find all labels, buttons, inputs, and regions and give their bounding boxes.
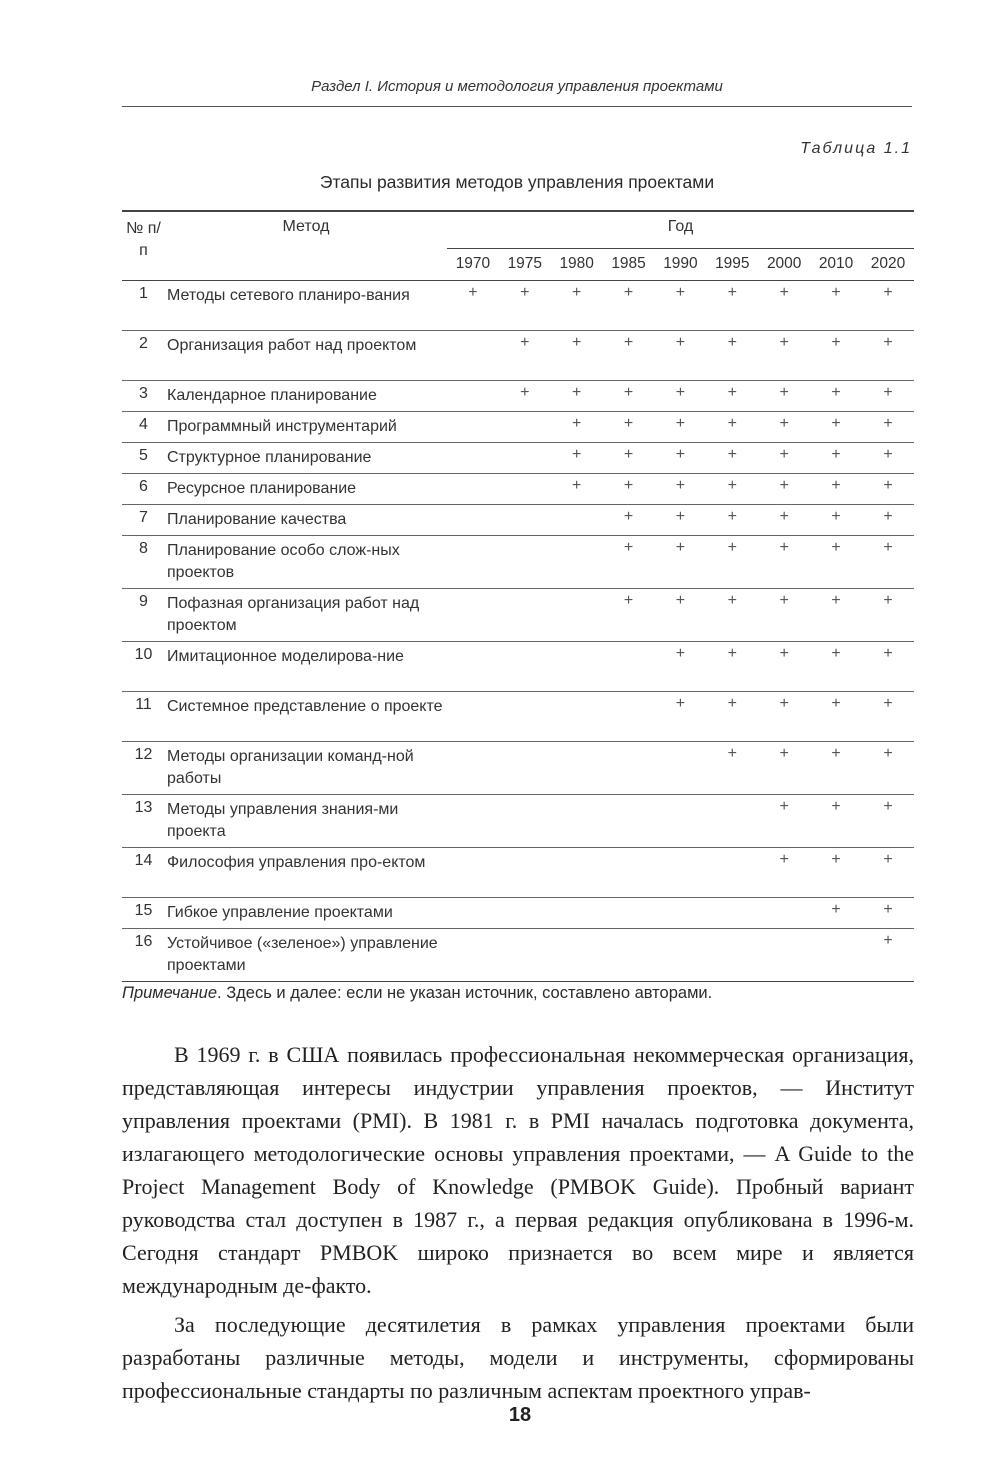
mark-cell-1970: [447, 442, 499, 473]
mark-cell-2000: +: [758, 380, 810, 411]
paragraph-1: В 1969 г. в США появилась профессиональная некоммерческая организация, представляющая интересы индустрии управления проектов, — Институт управления проектами (PMI). В 1981 г. в PMI началась подготовка документа, излагающего методологические основы управления проектами, — A Guide to the Project Management Body of Knowledge (PMBOK Guide). Пробный вариант руководства стал доступен в 1987 г., а первая редакция опубликована в 1996-м. Сегодня стандарт PMBOK широко признается во всем мире и является международным де-факто.: [122, 1042, 914, 1298]
method-name: Планирование качества: [165, 504, 447, 535]
mark-cell-2020: +: [862, 691, 914, 741]
mark-cell-2000: +: [758, 691, 810, 741]
mark-cell-1975: [499, 741, 551, 794]
mark-cell-1980: [551, 641, 603, 691]
mark-cell-1990: [655, 794, 707, 847]
row-number: 2: [122, 330, 165, 380]
mark-cell-2010: +: [810, 897, 862, 928]
method-name: Устойчивое («зеленое») управление проектами: [165, 928, 447, 981]
mark-cell-2020: +: [862, 330, 914, 380]
method-name: Ресурсное планирование: [165, 473, 447, 504]
mark-cell-1980: +: [551, 411, 603, 442]
mark-cell-1990: +: [655, 535, 707, 588]
mark-cell-1975: [499, 897, 551, 928]
mark-cell-2000: +: [758, 794, 810, 847]
mark-cell-1980: [551, 588, 603, 641]
mark-cell-1980: +: [551, 330, 603, 380]
mark-cell-1980: [551, 897, 603, 928]
mark-cell-1975: [499, 442, 551, 473]
mark-cell-1990: +: [655, 280, 707, 330]
mark-cell-1975: +: [499, 380, 551, 411]
mark-cell-2010: +: [810, 847, 862, 897]
page-number: 18: [508, 1404, 532, 1426]
row-number: 7: [122, 504, 165, 535]
mark-cell-1990: +: [655, 588, 707, 641]
mark-cell-1975: [499, 473, 551, 504]
row-number: 15: [122, 897, 165, 928]
mark-cell-2010: +: [810, 411, 862, 442]
table-row: [122, 411, 914, 442]
row-number: 9: [122, 588, 165, 641]
mark-cell-1995: +: [706, 691, 758, 741]
method-name: Пофазная организация работ над проектом: [165, 588, 447, 641]
mark-cell-2020: +: [862, 535, 914, 588]
mark-cell-1995: [706, 897, 758, 928]
table-row: [122, 847, 914, 897]
table-body: [122, 280, 914, 981]
mark-cell-1985: +: [603, 442, 655, 473]
mark-cell-2000: +: [758, 588, 810, 641]
mark-cell-1980: +: [551, 380, 603, 411]
mark-cell-2000: +: [758, 411, 810, 442]
paragraph-2: За последующие десятилетия в рамках управления проектами были разработаны различные методы, модели и инструменты, сформированы профессиональные стандарты по различным аспектам проектного управ-: [122, 1312, 914, 1403]
mark-cell-1970: [447, 473, 499, 504]
table-row: [122, 691, 914, 741]
mark-cell-1990: +: [655, 380, 707, 411]
table-row: [122, 473, 914, 504]
mark-cell-1995: +: [706, 411, 758, 442]
mark-cell-2010: +: [810, 588, 862, 641]
table-row: [122, 380, 914, 411]
mark-cell-1990: [655, 897, 707, 928]
mark-cell-2020: +: [862, 641, 914, 691]
mark-cell-2020: +: [862, 897, 914, 928]
mark-cell-2010: +: [810, 442, 862, 473]
mark-cell-2010: +: [810, 280, 862, 330]
row-number: 8: [122, 535, 165, 588]
method-name: Гибкое управление проектами: [165, 897, 447, 928]
mark-cell-1995: +: [706, 535, 758, 588]
mark-cell-1995: +: [706, 741, 758, 794]
mark-cell-1995: +: [706, 280, 758, 330]
mark-cell-1970: +: [447, 280, 499, 330]
table-row: [122, 442, 914, 473]
year-header: Год: [447, 211, 914, 248]
year-header-1975: 1975: [507, 254, 543, 272]
mark-cell-1970: [447, 380, 499, 411]
mark-cell-2010: +: [810, 330, 862, 380]
mark-cell-1990: [655, 847, 707, 897]
mark-cell-2010: +: [810, 741, 862, 794]
mark-cell-2000: +: [758, 442, 810, 473]
mark-cell-1990: +: [655, 504, 707, 535]
mark-cell-1985: [603, 897, 655, 928]
table-row: [122, 794, 914, 847]
mark-cell-1980: [551, 535, 603, 588]
row-number: 14: [122, 847, 165, 897]
year-header-1985: 1985: [611, 254, 646, 272]
mark-cell-2000: [758, 928, 810, 981]
mark-cell-1985: +: [603, 504, 655, 535]
mark-cell-1975: [499, 641, 551, 691]
mark-cell-1995: +: [706, 641, 758, 691]
mark-cell-1970: [447, 411, 499, 442]
mark-cell-1990: +: [655, 330, 707, 380]
mark-cell-1985: +: [603, 330, 655, 380]
mark-cell-1990: [655, 741, 707, 794]
year-header-1980: 1980: [559, 254, 594, 272]
mark-cell-1980: +: [551, 442, 603, 473]
mark-cell-1995: +: [706, 442, 758, 473]
method-name: Организация работ над проектом: [165, 330, 447, 380]
mark-cell-1975: [499, 411, 551, 442]
mark-cell-2020: +: [862, 588, 914, 641]
mark-cell-1985: +: [603, 280, 655, 330]
mark-cell-1980: [551, 691, 603, 741]
mark-cell-1975: [499, 504, 551, 535]
mark-cell-2000: +: [758, 473, 810, 504]
mark-cell-1995: +: [706, 504, 758, 535]
row-number: 4: [122, 411, 165, 442]
table-note: [122, 984, 712, 1003]
row-number: 11: [122, 691, 165, 741]
mark-cell-1970: [447, 535, 499, 588]
mark-cell-1985: [603, 641, 655, 691]
mark-cell-1980: +: [551, 473, 603, 504]
table-row: [122, 928, 914, 981]
method-name: Методы управления знания-ми проекта: [165, 794, 447, 847]
mark-cell-2010: +: [810, 641, 862, 691]
mark-cell-1995: [706, 794, 758, 847]
table-title: Этапы развития методов управления проектами: [319, 172, 715, 192]
mark-cell-1990: [655, 928, 707, 981]
mark-cell-1970: [447, 794, 499, 847]
mark-cell-1985: [603, 847, 655, 897]
mark-cell-2010: +: [810, 380, 862, 411]
row-number: 6: [122, 473, 165, 504]
mark-cell-1980: [551, 504, 603, 535]
mark-cell-2020: +: [862, 411, 914, 442]
mark-cell-1990: +: [655, 473, 707, 504]
mark-cell-1970: [447, 330, 499, 380]
mark-cell-2010: +: [810, 504, 862, 535]
method-header: Метод: [282, 218, 330, 235]
mark-cell-2020: +: [862, 794, 914, 847]
num-header: № п/п: [126, 220, 161, 259]
method-name: Планирование особо слож-ных проектов: [165, 535, 447, 588]
mark-cell-2020: +: [862, 442, 914, 473]
mark-cell-1990: +: [655, 691, 707, 741]
mark-cell-2020: +: [862, 928, 914, 981]
year-header-1995: 1995: [715, 254, 750, 272]
mark-cell-1985: [603, 741, 655, 794]
mark-cell-1985: +: [603, 473, 655, 504]
mark-cell-2010: +: [810, 691, 862, 741]
mark-cell-1985: +: [603, 411, 655, 442]
mark-cell-2020: +: [862, 380, 914, 411]
note-text: . Здесь и далее: если не указан источник, составлено авторами.: [217, 984, 713, 1002]
method-name: Структурное планирование: [165, 442, 447, 473]
mark-cell-1975: +: [499, 280, 551, 330]
mark-cell-2000: +: [758, 535, 810, 588]
mark-cell-1985: [603, 691, 655, 741]
table-row: [122, 535, 914, 588]
row-number: 16: [122, 928, 165, 981]
running-head: Раздел I. История и методология управления проектами: [311, 78, 723, 95]
row-number: 1: [122, 280, 165, 330]
mark-cell-2020: +: [862, 280, 914, 330]
mark-cell-1980: [551, 741, 603, 794]
mark-cell-1985: [603, 794, 655, 847]
mark-cell-2010: [810, 928, 862, 981]
mark-cell-1985: +: [603, 588, 655, 641]
mark-cell-1985: +: [603, 535, 655, 588]
table-row: [122, 330, 914, 380]
methods-table: [122, 210, 914, 982]
method-name: Календарное планирование: [165, 380, 447, 411]
mark-cell-1970: [447, 897, 499, 928]
table-label: Таблица 1.1: [800, 140, 912, 157]
mark-cell-1995: +: [706, 330, 758, 380]
row-number: 5: [122, 442, 165, 473]
year-header-1990: 1990: [663, 254, 698, 272]
table-row: [122, 280, 914, 330]
mark-cell-1970: [447, 641, 499, 691]
mark-cell-1975: [499, 588, 551, 641]
mark-cell-1980: [551, 847, 603, 897]
mark-cell-2000: +: [758, 330, 810, 380]
mark-cell-1970: [447, 588, 499, 641]
row-number: 12: [122, 741, 165, 794]
table-row: [122, 588, 914, 641]
mark-cell-1990: +: [655, 641, 707, 691]
mark-cell-1975: [499, 535, 551, 588]
mark-cell-1990: +: [655, 411, 707, 442]
mark-cell-1970: [447, 504, 499, 535]
mark-cell-1980: [551, 928, 603, 981]
mark-cell-2020: +: [862, 473, 914, 504]
mark-cell-1985: [603, 928, 655, 981]
row-number: 10: [122, 641, 165, 691]
mark-cell-2020: +: [862, 847, 914, 897]
mark-cell-1970: [447, 741, 499, 794]
mark-cell-1970: [447, 928, 499, 981]
mark-cell-1995: [706, 847, 758, 897]
mark-cell-1975: [499, 847, 551, 897]
method-name: Программный инструментарий: [165, 411, 447, 442]
method-name: Методы сетевого планиро-вания: [165, 280, 447, 330]
mark-cell-2000: +: [758, 280, 810, 330]
year-header-2000: 2000: [766, 254, 802, 272]
mark-cell-2010: +: [810, 473, 862, 504]
body-text: [122, 1038, 914, 1413]
table-row: [122, 504, 914, 535]
mark-cell-2000: +: [758, 641, 810, 691]
mark-cell-1975: [499, 928, 551, 981]
mark-cell-1985: +: [603, 380, 655, 411]
year-header-1970: 1970: [455, 254, 491, 272]
mark-cell-2000: +: [758, 847, 810, 897]
mark-cell-1995: [706, 928, 758, 981]
row-number: 3: [122, 380, 165, 411]
mark-cell-2010: +: [810, 535, 862, 588]
mark-cell-1975: [499, 691, 551, 741]
mark-cell-1995: +: [706, 473, 758, 504]
mark-cell-2000: +: [758, 504, 810, 535]
mark-cell-1995: +: [706, 380, 758, 411]
mark-cell-2000: +: [758, 741, 810, 794]
note-label: Примечание: [122, 984, 218, 1002]
method-name: Имитационное моделирова-ние: [165, 641, 447, 691]
method-name: Системное представление о проекте: [165, 691, 447, 741]
mark-cell-1980: [551, 794, 603, 847]
mark-cell-1975: +: [499, 330, 551, 380]
mark-cell-1975: [499, 794, 551, 847]
table-row: [122, 641, 914, 691]
header-rule: [122, 106, 912, 107]
mark-cell-2020: +: [862, 504, 914, 535]
mark-cell-2020: +: [862, 741, 914, 794]
mark-cell-1990: +: [655, 442, 707, 473]
mark-cell-2000: [758, 897, 810, 928]
mark-cell-1980: +: [551, 280, 603, 330]
method-name: Философия управления про-ектом: [165, 847, 447, 897]
mark-cell-1995: +: [706, 588, 758, 641]
table-row: [122, 741, 914, 794]
year-header-2010: 2010: [818, 254, 854, 272]
table-row: [122, 897, 914, 928]
method-name: Методы организации команд-ной работы: [165, 741, 447, 794]
year-header-2020: 2020: [870, 254, 906, 272]
mark-cell-2010: +: [810, 794, 862, 847]
mark-cell-1970: [447, 847, 499, 897]
mark-cell-1970: [447, 691, 499, 741]
row-number: 13: [122, 794, 165, 847]
